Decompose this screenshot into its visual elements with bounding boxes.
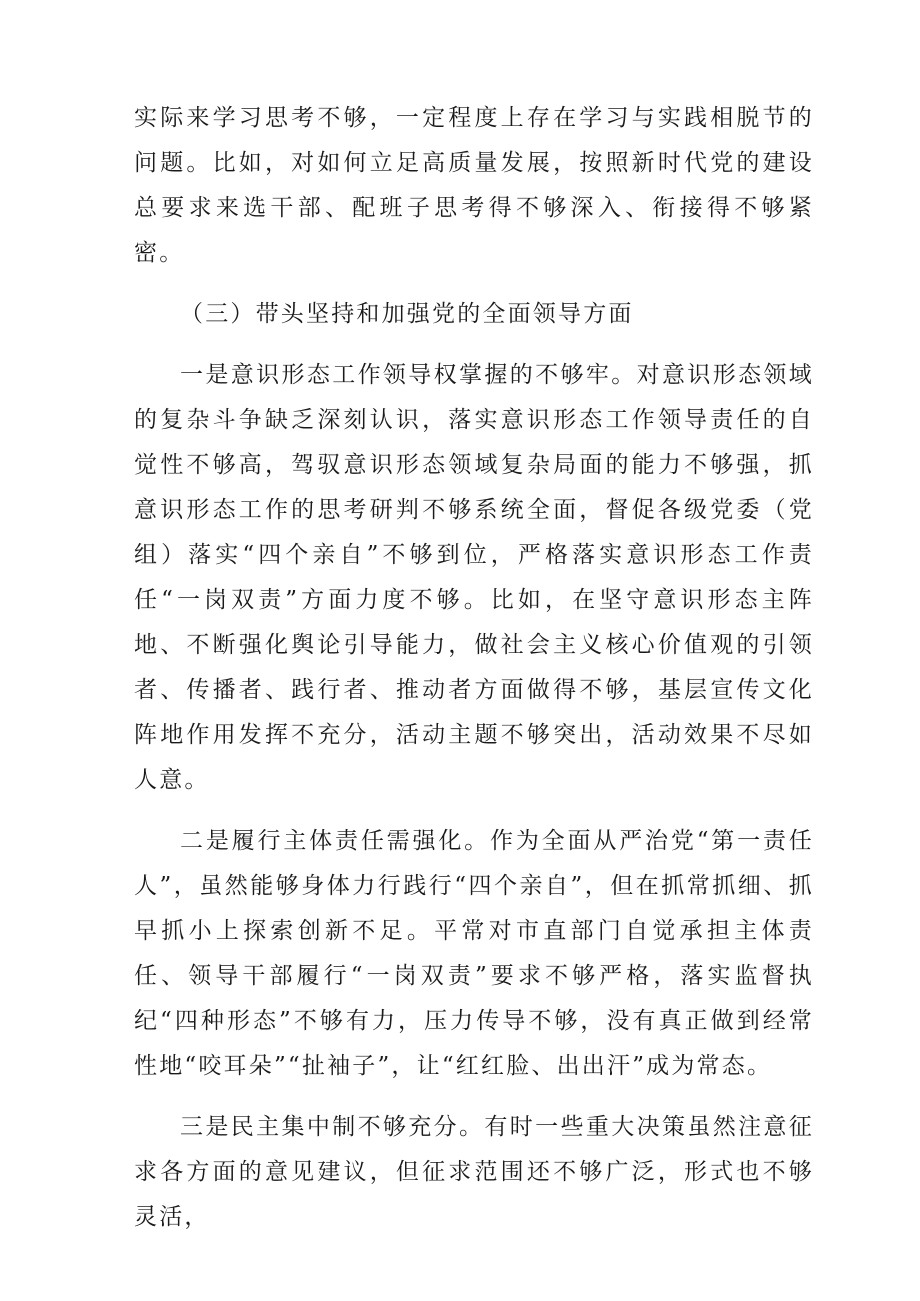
document-body (134, 96, 814, 1256)
paragraph-democratic-centralism: 三是民主集中制不够充分。有时一些重大决策虽然注意征求各方面的意见建议，但征求范围还不够广泛，形式也不够灵活， (134, 1114, 814, 1230)
section-heading: （三）带头坚持和加强党的全面领导方面 (180, 301, 634, 327)
paragraph-ideology-leadership: 一是意识形态工作领导权掌握的不够牢。对意识形态领域的复杂斗争缺乏深刻认识，落实意识形态工作领导责任的自觉性不够高，驾驭意识形态领域复杂局面的能力不够强，抓意识形态工作的思考研判不够系统全面，督促各级党委（党组）落实“四个亲自”不够到位，严格落实意识形态工作责任“一岗双责”方面力度不够。比如，在坚守意识形态主阵地、不断强化舆论引导能力，做社会主义核心价值观的引领者、传播者、践行者、推动者方面做得不够，基层宣传文化阵地作用发挥不充分，活动主题不够突出，活动效果不尽如人意。 (134, 362, 814, 793)
paragraph-main-responsibility: 二是履行主体责任需强化。作为全面从严治党“第一责任人”，虽然能够身体力行践行“四个亲自”，但在抓常抓细、抓早抓小上探索创新不足。平常对市直部门自觉承担主体责任、领导干部履行“一岗双责”要求不够严格，落实监督执纪“四种形态”不够有力，压力传导不够，没有真正做到经常性地“咬耳朵”“扯袖子”，让“红红脸、出出汗”成为常态。 (134, 828, 814, 1079)
paragraph-continuation: 实际来学习思考不够，一定程度上存在学习与实践相脱节的问题。比如，对如何立足高质量发展，按照新时代党的建设总要求来选干部、配班子思考得不够深入、衔接得不够紧密。 (134, 105, 814, 266)
